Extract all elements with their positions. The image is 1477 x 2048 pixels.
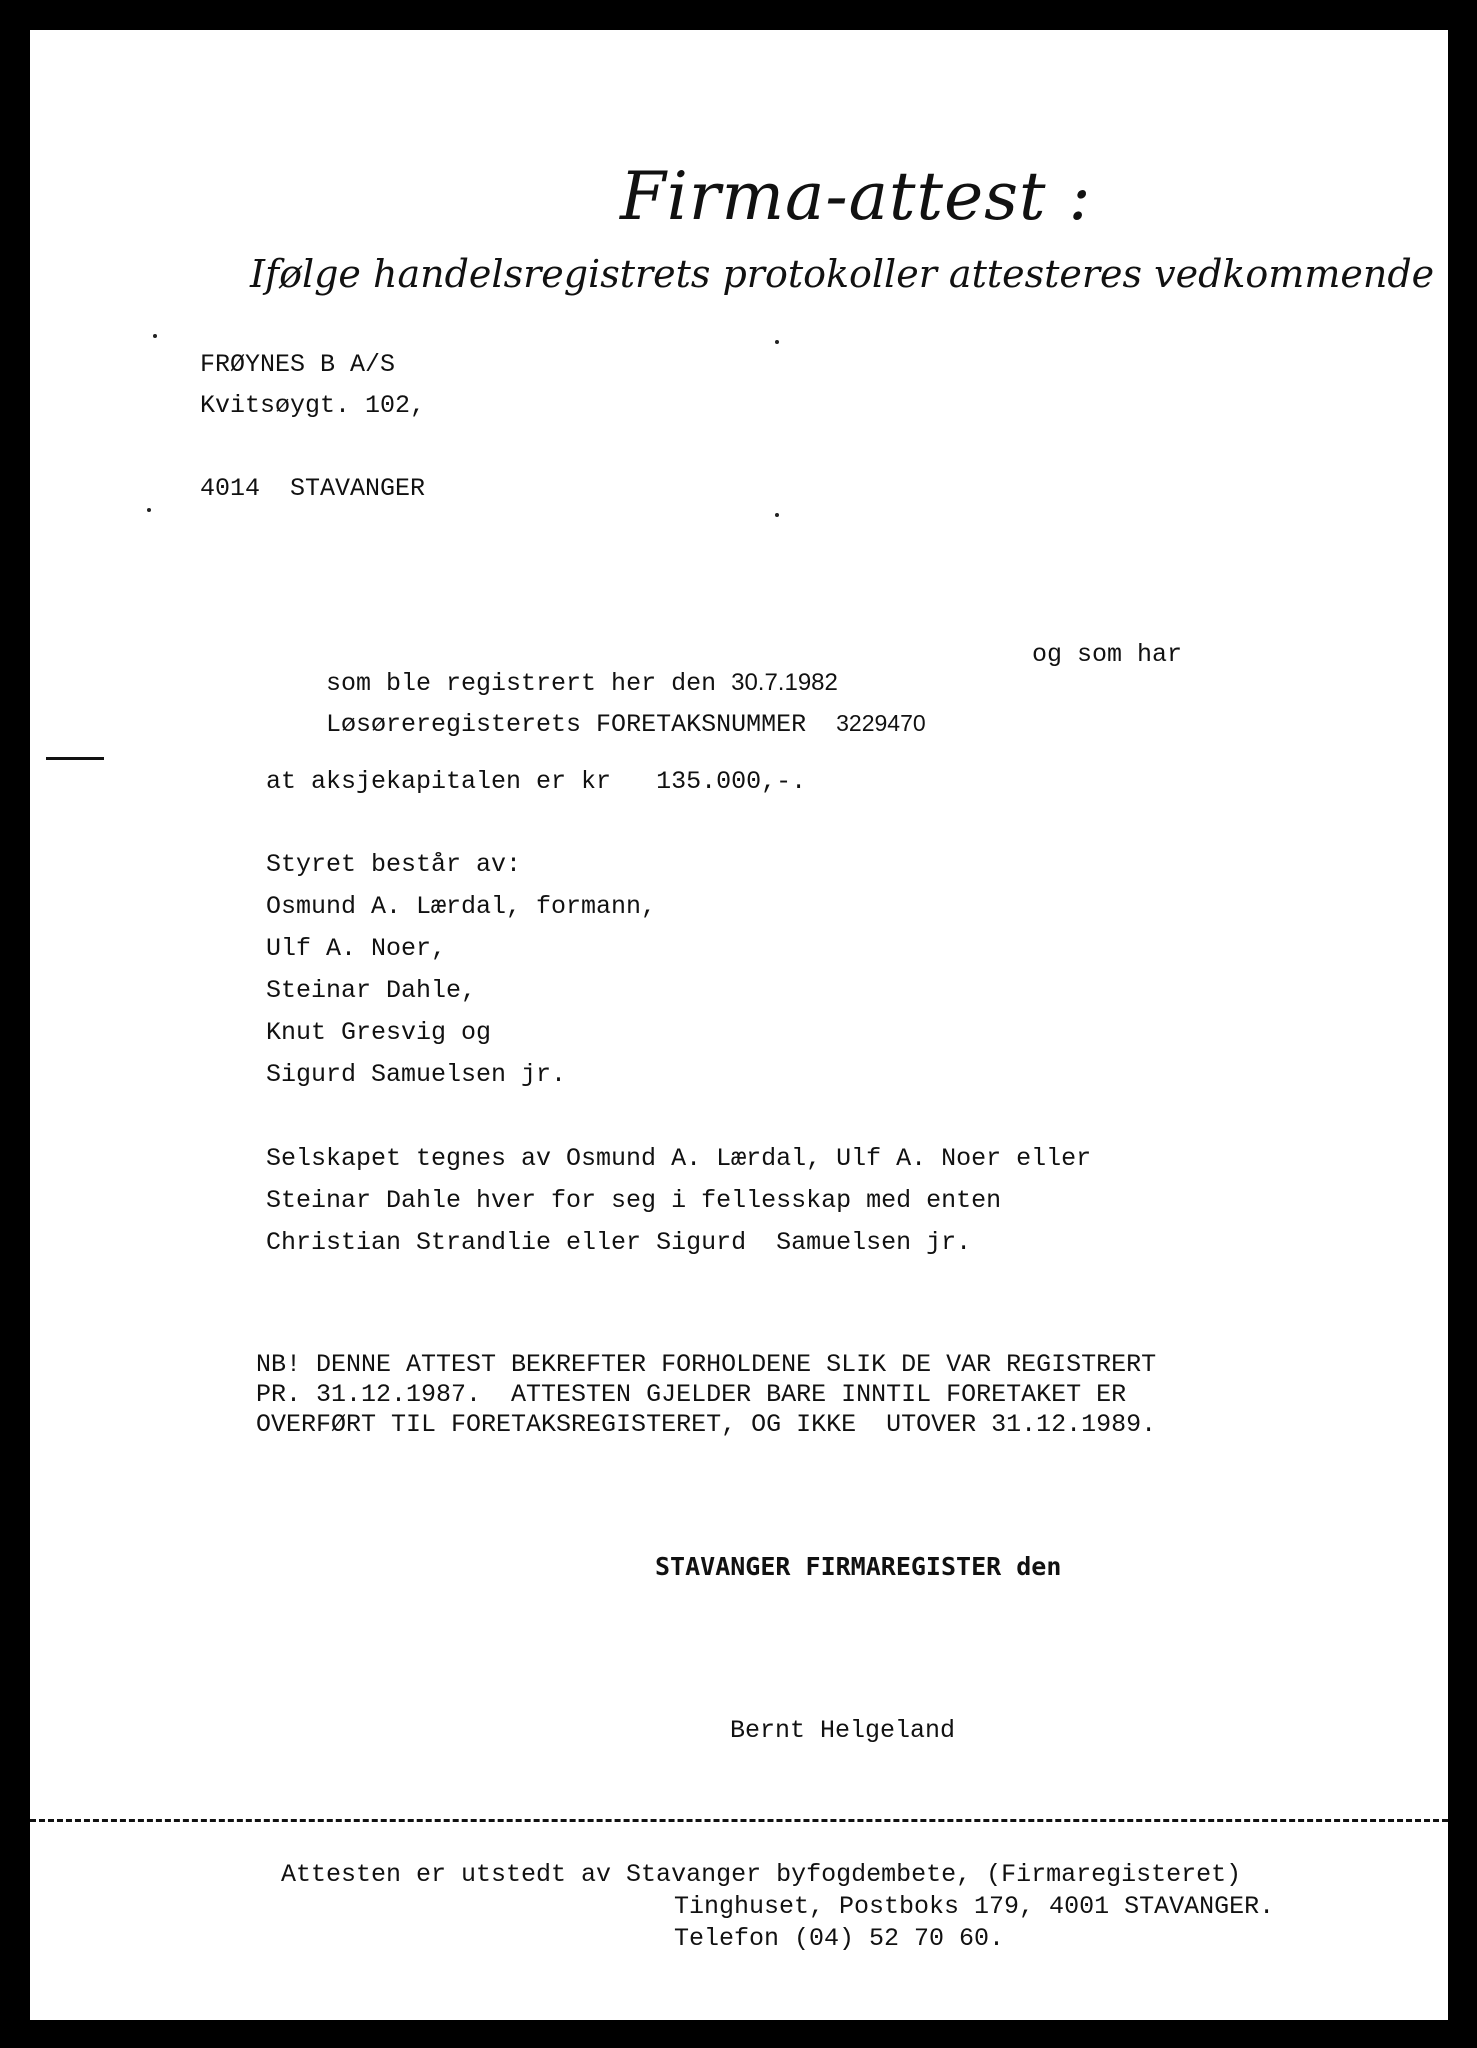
- margin-dot: [147, 508, 151, 512]
- signing-rule: Selskapet tegnes av Osmund A. Lærdal, Ulf A. Noer eller: [266, 1144, 1092, 1173]
- margin-dot: [153, 334, 157, 338]
- enterprise-number-label: Løsøreregisterets FORETAKSNUMMER: [326, 710, 837, 739]
- signing-rule: Steinar Dahle hver for seg i fellesskap med enten: [266, 1186, 1002, 1215]
- board-member: Ulf A. Noer,: [266, 934, 447, 963]
- notice-line: NB! DENNE ATTEST BEKREFTER FORHOLDENE SLIK DE VAR REGISTRERT: [256, 1350, 1157, 1379]
- notice-line: PR. 31.12.1987. ATTESTEN GJELDER BARE INNTIL FORETAKET ER: [256, 1380, 1127, 1409]
- board-member: Knut Gresvig og: [266, 1018, 492, 1047]
- registration-tail: og som har: [1032, 640, 1183, 669]
- company-street: Kvitsøygt. 102,: [200, 391, 426, 420]
- share-capital: at aksjekapitalen er kr 135.000,-.: [266, 767, 807, 796]
- issuer-address: Tinghuset, Postboks 179, 4001 STAVANGER.: [674, 1892, 1275, 1921]
- margin-dot: [775, 340, 779, 344]
- document-subtitle: Ifølge handelsregistrets protokoller attesteres vedkommende: [250, 252, 1435, 296]
- board-member: Sigurd Samuelsen jr.: [266, 1060, 567, 1089]
- registry-stamp: STAVANGER FIRMAREGISTER den: [655, 1552, 1062, 1581]
- signatory-name: Bernt Helgeland: [730, 1716, 956, 1745]
- registration-lead: som ble registrert her den: [326, 669, 732, 698]
- board-heading: Styret består av:: [266, 850, 522, 879]
- issuer-line: Attesten er utstedt av Stavanger byfogdembete, (Firmaregisteret): [281, 1860, 1242, 1889]
- signing-rule: Christian Strandlie eller Sigurd Samuelsen jr.: [266, 1228, 972, 1257]
- certificate-page: [30, 30, 1448, 2020]
- enterprise-number-line: [266, 681, 926, 768]
- margin-dot: [775, 513, 779, 517]
- board-member: Steinar Dahle,: [266, 976, 477, 1005]
- document-title: Firma-attest :: [620, 158, 1092, 235]
- company-city: 4014 STAVANGER: [200, 474, 426, 503]
- registration-date: 30.7.1982: [731, 669, 838, 696]
- divider: [30, 1819, 1448, 1822]
- enterprise-number: 3229470: [836, 710, 926, 736]
- board-member: Osmund A. Lærdal, formann,: [266, 892, 657, 921]
- margin-mark: [46, 757, 104, 760]
- company-name: FRØYNES B A/S: [200, 350, 396, 379]
- issuer-phone: Telefon (04) 52 70 60.: [674, 1924, 1005, 1953]
- notice-line: OVERFØRT TIL FORETAKSREGISTERET, OG IKKE UTOVER 31.12.1989.: [256, 1410, 1157, 1439]
